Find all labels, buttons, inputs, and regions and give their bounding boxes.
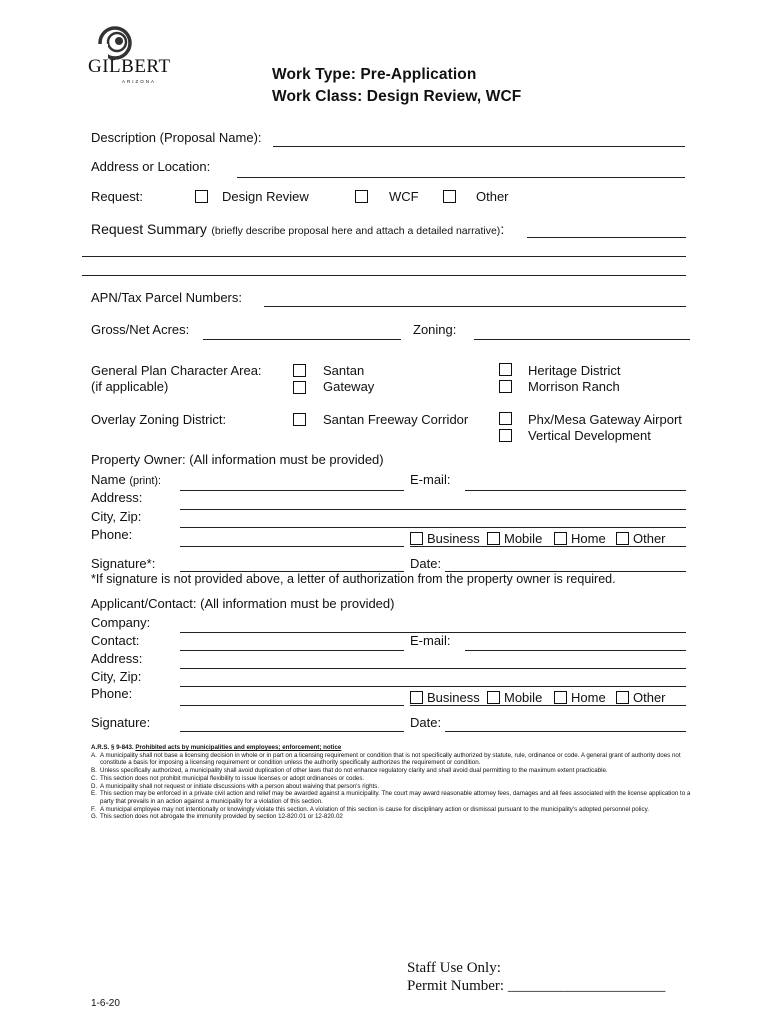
address-label: Address or Location:: [91, 159, 211, 174]
applicant-city-field[interactable]: [180, 686, 686, 687]
gateway-label: Gateway: [323, 379, 375, 394]
applicant-phone-types-underline: [410, 705, 686, 706]
legal-item-text: Unless specifically authorized, a municipality shall avoid duplication of other laws that do not enhance regulatory clarity and shall avoid dual permitting to the maximum extent practicable.: [100, 767, 608, 775]
vertical-development-checkbox[interactable]: [499, 429, 512, 442]
legal-item-text: This section may be enforced in a private civil action and relief may be awarded against a municipality. The court may award reasonable attorney fees, damages and all fees associated with the license application to a party that prevails in an action against a municipality for a violation of this section.: [100, 790, 691, 805]
owner-address-label: Address:: [91, 490, 143, 505]
work-type-title: Work Type: Pre-Application: [272, 66, 477, 83]
acres-field[interactable]: [203, 339, 401, 340]
heritage-district-checkbox[interactable]: [499, 363, 512, 376]
applicant-date-label: Date:: [410, 715, 442, 730]
legal-item-key: D.: [91, 782, 98, 790]
owner-other-label: Other: [633, 531, 666, 546]
owner-phone-label: Phone:: [91, 527, 133, 542]
owner-name-label: [91, 472, 161, 487]
applicant-section-title: Applicant/Contact: (All information must be provided): [91, 596, 395, 611]
logo-sub: ARIZONA: [122, 79, 157, 84]
work-class-title: Work Class: Design Review, WCF: [272, 88, 522, 105]
owner-name-field[interactable]: [180, 490, 404, 491]
legal-item-key: A.: [91, 751, 97, 759]
legal-item-text: This section does not prohibit municipal flexibility to issue licenses or adopt ordinances or codes.: [100, 774, 365, 782]
applicant-date-field[interactable]: [445, 731, 686, 732]
owner-mobile-checkbox[interactable]: [487, 532, 500, 545]
legal-item-key: E.: [91, 790, 97, 798]
vertical-development-label: Vertical Development: [528, 428, 651, 443]
acres-label: Gross/Net Acres:: [91, 322, 190, 337]
zoning-field[interactable]: [474, 339, 690, 340]
owner-business-label: Business: [427, 531, 480, 546]
owner-other-checkbox[interactable]: [616, 532, 629, 545]
applicant-mobile-checkbox[interactable]: [487, 691, 500, 704]
legal-item-text: A municipal employee may not intentionally or knowingly violate this section. A violation of this section is cause for disciplinary action or dismissal pursuant to the municipality's adopted personnel policy.: [100, 805, 649, 813]
legal-item-text: A municipality shall not base a licensing decision in whole or in part on a licensing requirement or condition that is not specifically authorized by statute, rule, ordinance or code. A general grant of authority does not constitute a basis for imposing a licensing requirement or condition unless the authority specifically authorizes the requirement or condition.: [100, 751, 681, 767]
request-summary-title: Request Summary: [91, 221, 207, 237]
applicant-other-checkbox[interactable]: [616, 691, 629, 704]
request-summary-colon: :: [500, 221, 505, 237]
legal-item: [91, 775, 691, 783]
gilbert-swirl-icon: [98, 26, 132, 60]
owner-email-field[interactable]: [465, 490, 686, 491]
applicant-signature-field[interactable]: [180, 731, 404, 732]
owner-home-checkbox[interactable]: [554, 532, 567, 545]
permit-number-label: Permit Number: _____________________: [407, 978, 666, 994]
morrison-ranch-checkbox[interactable]: [499, 380, 512, 393]
zoning-label: Zoning:: [413, 322, 457, 337]
request-summary-field-2[interactable]: [82, 256, 686, 257]
legal-heading: [91, 744, 691, 752]
applicant-city-label: City, Zip:: [91, 669, 142, 684]
general-plan-label: General Plan Character Area:: [91, 363, 262, 378]
address-field[interactable]: [237, 177, 685, 178]
wcf-checkbox[interactable]: [355, 190, 368, 203]
legal-item: [91, 767, 691, 775]
applicant-contact-field[interactable]: [180, 650, 404, 651]
legal-item: [91, 813, 691, 821]
legal-item: [91, 806, 691, 814]
heritage-district-label: Heritage District: [528, 363, 621, 378]
form-version: 1-6-20: [91, 998, 120, 1009]
request-summary-field-3[interactable]: [82, 275, 686, 276]
gateway-checkbox[interactable]: [293, 381, 306, 394]
owner-city-field[interactable]: [180, 527, 686, 528]
request-label: Request:: [91, 189, 144, 204]
applicant-home-checkbox[interactable]: [554, 691, 567, 704]
applicant-business-checkbox[interactable]: [410, 691, 423, 704]
design-review-label: Design Review: [222, 189, 309, 204]
general-plan-applicable: (if applicable): [91, 379, 169, 394]
staff-use-label: Staff Use Only:: [407, 960, 501, 976]
owner-date-label: Date:: [410, 556, 442, 571]
owner-phone-types-underline: [410, 546, 686, 547]
owner-city-label: City, Zip:: [91, 509, 142, 524]
legal-ref: A.R.S. § 9-843.: [91, 744, 134, 751]
applicant-address-label: Address:: [91, 651, 143, 666]
legal-item-text: This section does not abrogate the immunity provided by section 12-820.01 or 12-820.02: [100, 813, 343, 821]
legal-item-text: A municipality shall not request or initiate discussions with a person about waiving that person's rights.: [100, 782, 380, 790]
legal-items: [91, 752, 691, 821]
owner-address-field[interactable]: [180, 509, 686, 510]
owner-phone-field[interactable]: [180, 546, 404, 547]
applicant-other-label: Other: [633, 690, 666, 705]
legal-item-key: G.: [91, 813, 98, 821]
santan-freeway-label: Santan Freeway Corridor: [323, 412, 469, 427]
other-request-checkbox[interactable]: [443, 190, 456, 203]
applicant-phone-label: Phone:: [91, 686, 133, 701]
applicant-home-label: Home: [571, 690, 606, 705]
legal-item-key: F.: [91, 805, 96, 813]
applicant-signature-label: Signature:: [91, 715, 151, 730]
other-request-label: Other: [476, 189, 509, 204]
design-review-checkbox[interactable]: [195, 190, 208, 203]
legal-item: [91, 783, 691, 791]
applicant-mobile-label: Mobile: [504, 690, 543, 705]
owner-email-label: E-mail:: [410, 472, 451, 487]
logo-name: GILBERT: [88, 56, 171, 77]
santan-freeway-checkbox[interactable]: [293, 413, 306, 426]
applicant-address-field[interactable]: [180, 668, 686, 669]
owner-signature-label: Signature*:: [91, 556, 156, 571]
owner-home-label: Home: [571, 531, 606, 546]
owner-name-text: Name: [91, 472, 126, 487]
applicant-company-label: Company:: [91, 615, 151, 630]
description-label: Description (Proposal Name):: [91, 130, 262, 145]
legal-title: Prohibited acts by municipalities and employees; enforcement; notice: [135, 744, 342, 751]
morrison-ranch-label: Morrison Ranch: [528, 379, 620, 394]
applicant-contact-label: Contact:: [91, 633, 140, 648]
legal-item: [91, 752, 691, 767]
owner-signature-note: *If signature is not provided above, a letter of authorization from the property owner is required.: [91, 572, 616, 586]
request-summary-heading: [91, 221, 504, 239]
gilbert-logo: [88, 26, 178, 86]
santan-label: Santan: [323, 363, 365, 378]
description-field[interactable]: [273, 146, 685, 147]
gateway-airport-checkbox[interactable]: [499, 412, 512, 425]
legal-item: [91, 790, 691, 805]
request-summary-field-1[interactable]: [527, 237, 686, 238]
legal-notice: [91, 744, 691, 821]
legal-item-key: C.: [91, 774, 98, 782]
legal-item-key: B.: [91, 767, 97, 775]
santan-checkbox[interactable]: [293, 364, 306, 377]
owner-name-hint: (print):: [129, 475, 162, 487]
wcf-label: WCF: [389, 189, 419, 204]
applicant-business-label: Business: [427, 690, 480, 705]
apn-field[interactable]: [264, 306, 686, 307]
applicant-email-label: E-mail:: [410, 633, 451, 648]
owner-mobile-label: Mobile: [504, 531, 543, 546]
owner-section-title: Property Owner: (All information must be provided): [91, 452, 384, 467]
owner-business-checkbox[interactable]: [410, 532, 423, 545]
gateway-airport-label: Phx/Mesa Gateway Airport: [528, 412, 682, 427]
overlay-label: Overlay Zoning District:: [91, 412, 227, 427]
applicant-email-field[interactable]: [465, 650, 686, 651]
applicant-phone-field[interactable]: [180, 705, 404, 706]
apn-label: APN/Tax Parcel Numbers:: [91, 290, 242, 305]
request-summary-hint: (briefly describe proposal here and attach a detailed narrative): [211, 225, 501, 237]
